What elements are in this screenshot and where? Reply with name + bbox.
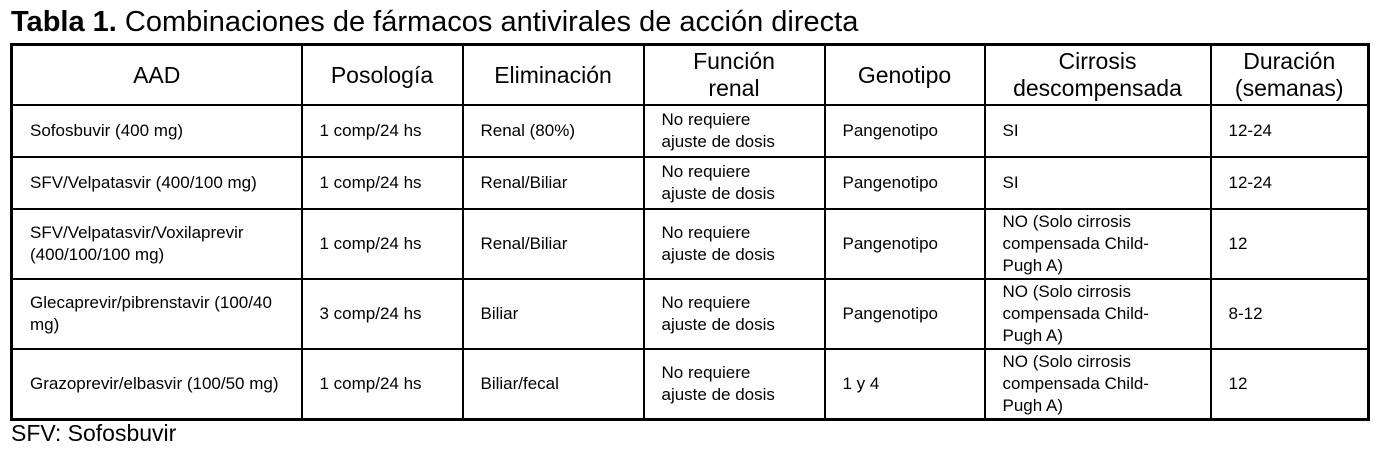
table-header-row xyxy=(12,45,1369,106)
cell-posologia: 3 comp/24 hs xyxy=(302,279,463,349)
cell-posologia: 1 comp/24 hs xyxy=(302,349,463,420)
antiviral-combinations-table xyxy=(10,43,1370,421)
table-row xyxy=(12,279,1369,349)
table-row xyxy=(12,209,1369,279)
cell-posologia: 1 comp/24 hs xyxy=(302,157,463,209)
cell-genotipo: Pangenotipo xyxy=(825,279,985,349)
cell-eliminacion: Renal/Biliar xyxy=(463,157,644,209)
header-eliminacion: Eliminación xyxy=(463,45,644,106)
header-posologia: Posología xyxy=(302,45,463,106)
cell-duracion: 12-24 xyxy=(1211,157,1369,209)
cell-cirrosis: NO (Solo cirrosis compensada Child-Pugh A) xyxy=(985,349,1211,420)
cell-genotipo: 1 y 4 xyxy=(825,349,985,420)
cell-posologia: 1 comp/24 hs xyxy=(302,105,463,157)
cell-cirrosis: SI xyxy=(985,105,1211,157)
cell-funcion-renal: No requiere ajuste de dosis xyxy=(644,209,825,279)
cell-funcion-renal: No requiere ajuste de dosis xyxy=(644,157,825,209)
header-cirrosis-descompensada: Cirrosis descompensada xyxy=(985,45,1211,106)
cell-eliminacion: Biliar xyxy=(463,279,644,349)
cell-duracion: 8-12 xyxy=(1211,279,1369,349)
table-row xyxy=(12,349,1369,420)
cell-aad: SFV/Velpatasvir (400/100 mg) xyxy=(12,157,302,209)
cell-duracion: 12-24 xyxy=(1211,105,1369,157)
cell-cirrosis: SI xyxy=(985,157,1211,209)
cell-aad: Grazoprevir/elbasvir (100/50 mg) xyxy=(12,349,302,420)
cell-aad: Sofosbuvir (400 mg) xyxy=(12,105,302,157)
table-caption-label: Tabla 1. xyxy=(11,6,117,38)
cell-posologia: 1 comp/24 hs xyxy=(302,209,463,279)
table-footnote: SFV: Sofosbuvir xyxy=(11,420,177,446)
cell-aad: Glecaprevir/pibrenstavir (100/40 mg) xyxy=(12,279,302,349)
cell-duracion: 12 xyxy=(1211,349,1369,420)
cell-aad: SFV/Velpatasvir/Voxilaprevir (400/100/100 mg) xyxy=(12,209,302,279)
cell-eliminacion: Biliar/fecal xyxy=(463,349,644,420)
header-funcion-renal: Función renal xyxy=(644,45,825,106)
cell-genotipo: Pangenotipo xyxy=(825,209,985,279)
header-aad: AAD xyxy=(12,45,302,106)
cell-cirrosis: NO (Solo cirrosis compensada Child-Pugh A) xyxy=(985,209,1211,279)
table-row xyxy=(12,157,1369,209)
cell-funcion-renal: No requiere ajuste de dosis xyxy=(644,279,825,349)
cell-genotipo: Pangenotipo xyxy=(825,157,985,209)
cell-funcion-renal: No requiere ajuste de dosis xyxy=(644,349,825,420)
header-duracion: Duración (semanas) xyxy=(1211,45,1369,106)
table-caption xyxy=(11,4,858,40)
cell-funcion-renal: No requiere ajuste de dosis xyxy=(644,105,825,157)
cell-cirrosis: NO (Solo cirrosis compensada Child-Pugh A) xyxy=(985,279,1211,349)
cell-duracion: 12 xyxy=(1211,209,1369,279)
header-genotipo: Genotipo xyxy=(825,45,985,106)
table-caption-text: Combinaciones de fármacos antivirales de acción directa xyxy=(124,6,859,38)
cell-eliminacion: Renal/Biliar xyxy=(463,209,644,279)
cell-eliminacion: Renal (80%) xyxy=(463,105,644,157)
table-row xyxy=(12,105,1369,157)
cell-genotipo: Pangenotipo xyxy=(825,105,985,157)
